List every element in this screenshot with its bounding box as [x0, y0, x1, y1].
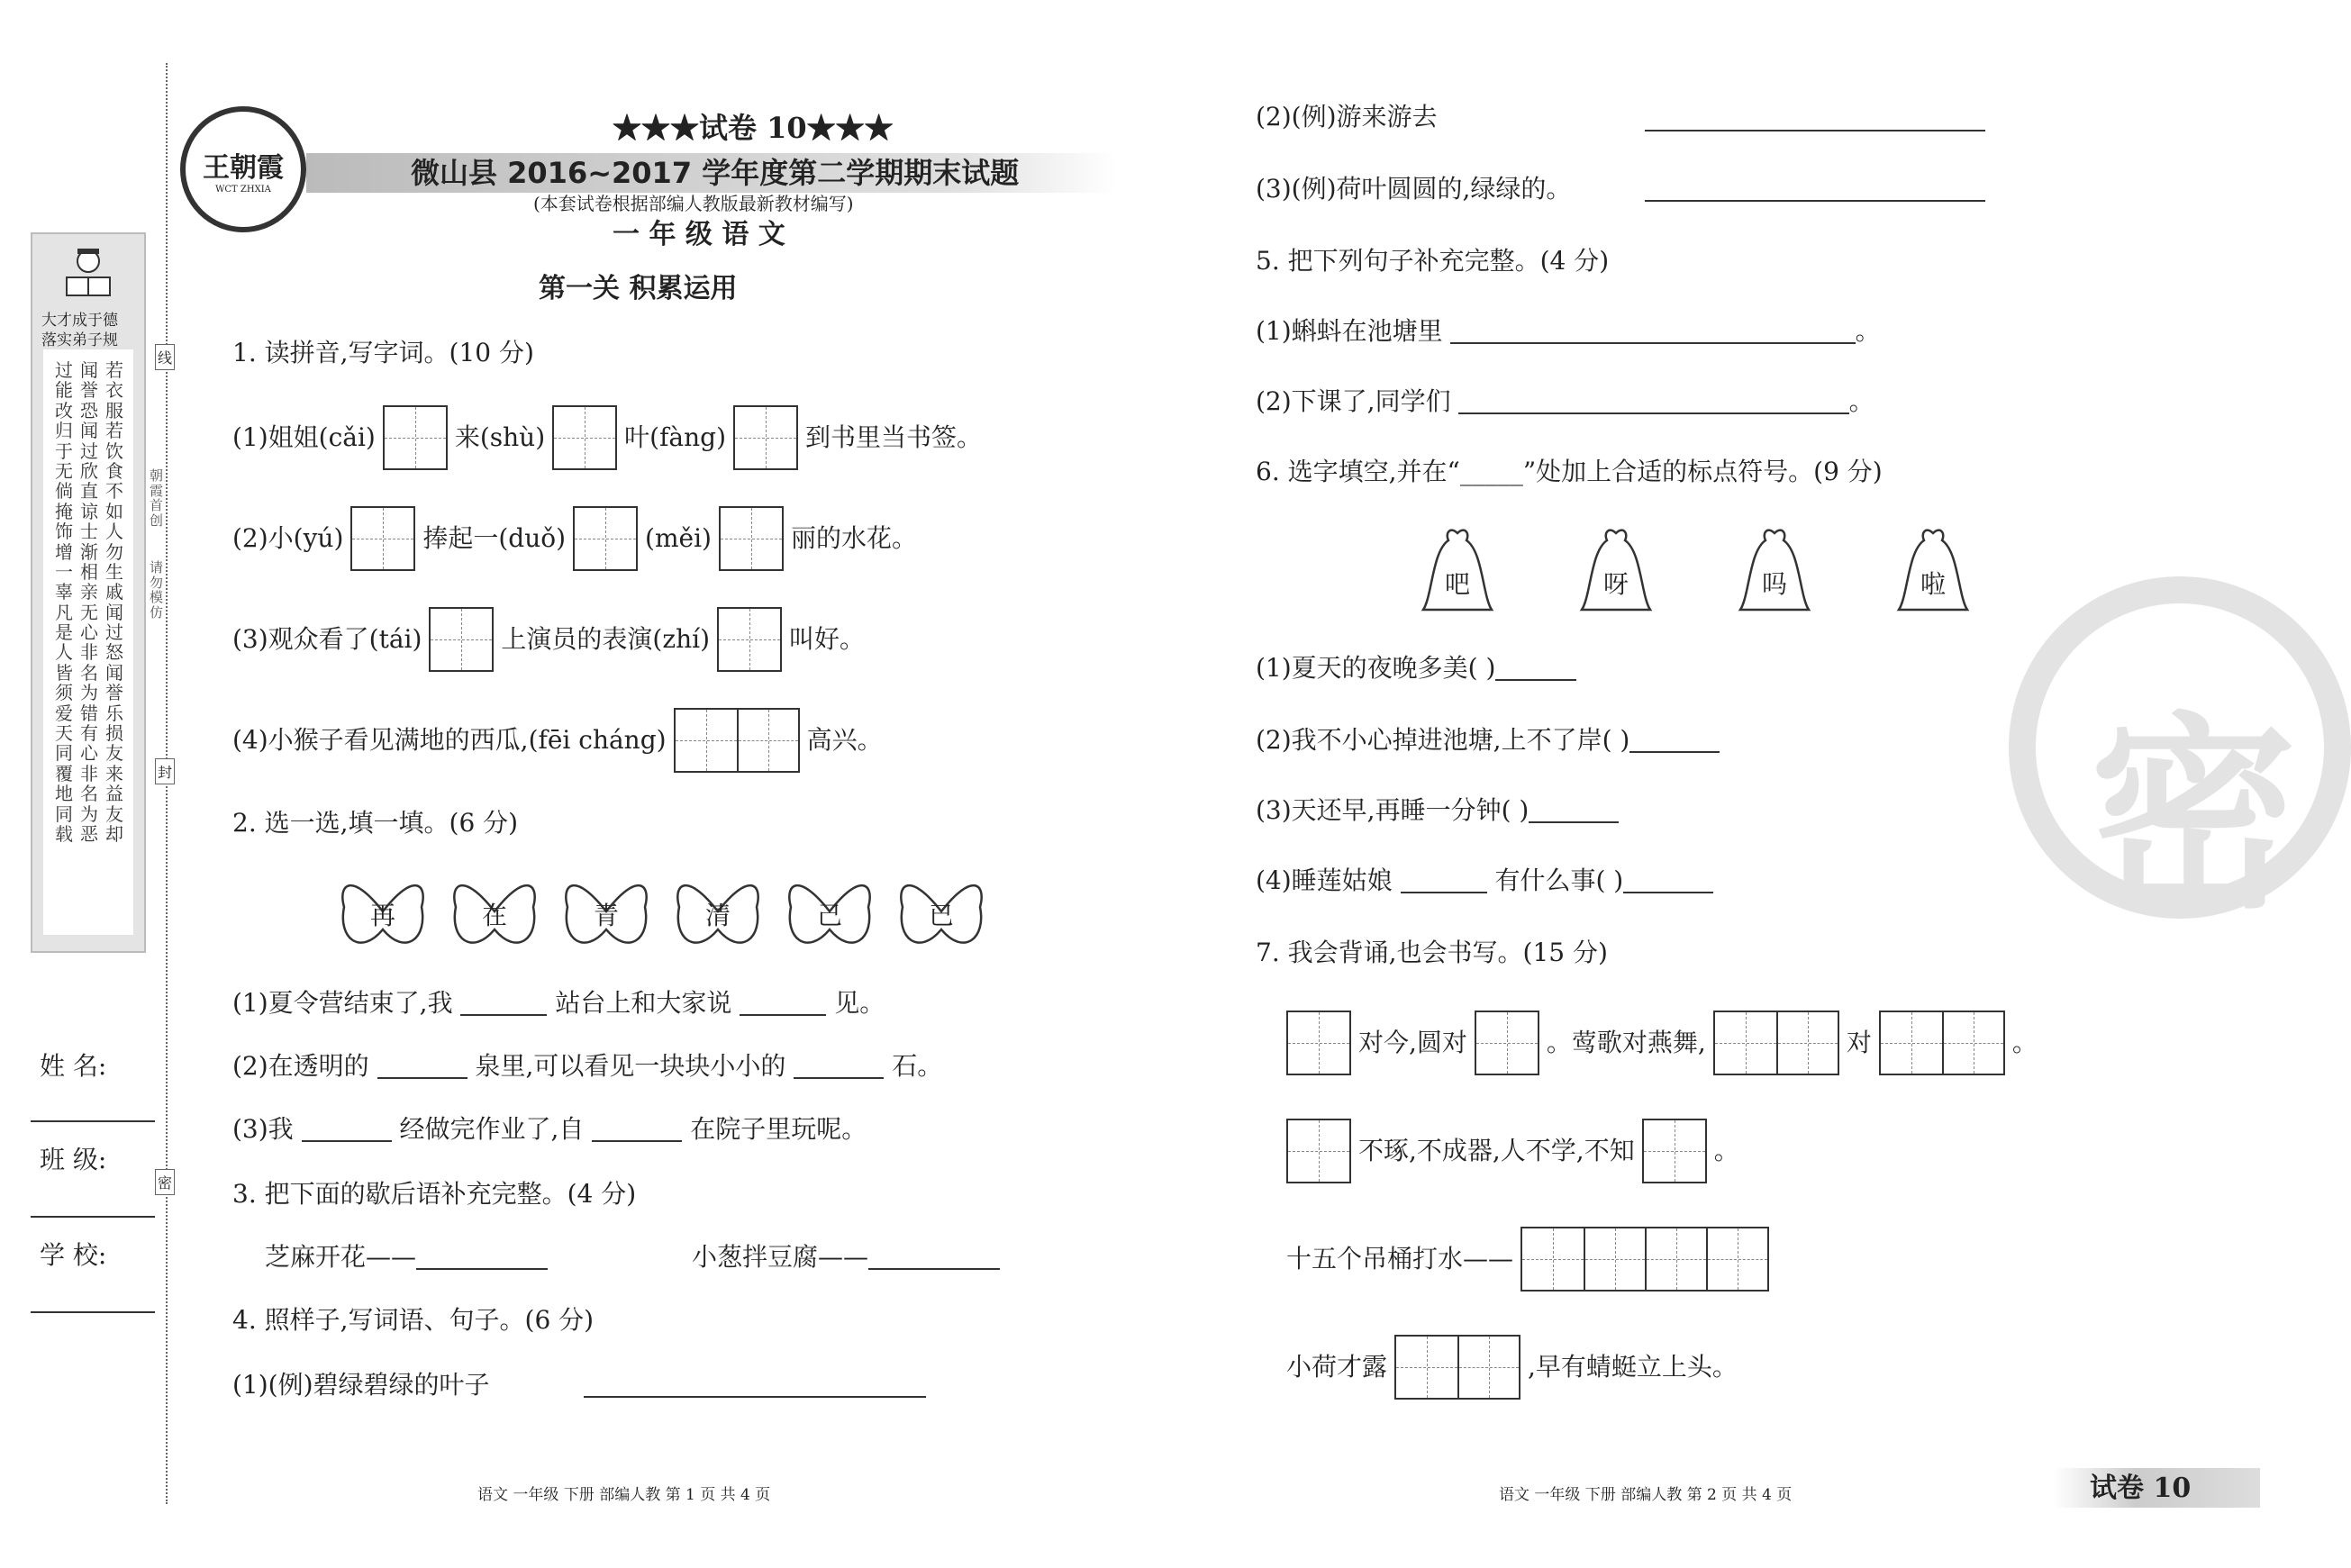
answer-blank[interactable] [584, 1396, 926, 1398]
q3-heading: 3. 把下面的歇后语补充完整。(4 分) [232, 1179, 637, 1209]
section-title: 第一关 积累运用 [539, 273, 738, 304]
q1-l4-text-a: (4)小猴子看见满地的西瓜,(fēi cháng) [232, 725, 667, 755]
q7-l4-text-a: 小荷才露 [1286, 1352, 1388, 1382]
answer-blank[interactable] [740, 1014, 826, 1016]
q2-l3-text-c: 在院子里玩呢。 [690, 1114, 867, 1144]
butterfly-word-1: 再 [369, 901, 395, 930]
q1-l2-text-b: 捧起一(duǒ) [422, 523, 567, 553]
q1-l2-text-a: (2)小(yú) [232, 523, 344, 553]
vertical-note-2: 请勿模仿 [150, 559, 164, 621]
answer-blank[interactable] [377, 1077, 467, 1079]
q1-l3-text-a: (3)观众看了(tái) [232, 624, 422, 654]
answer-blank[interactable] [460, 1014, 547, 1016]
answer-grid[interactable] [1286, 1119, 1351, 1183]
q2-l2-text-c: 石。 [892, 1051, 943, 1081]
q5-l1-end: 。 [1855, 316, 1881, 346]
q7-l2-text-a: 不琢,不成器,人不学,不知 [1358, 1136, 1635, 1165]
vertical-note-1: 朝霞首创 [150, 467, 164, 529]
footer-page-2: 语文 一年级 下册 部编人教 第 2 页 共 4 页 [1499, 1486, 1793, 1504]
q5-l1-text: (1)蝌蚪在池塘里 [1256, 316, 1443, 346]
q2-l2-text-b: 泉里,可以看见一块块小小的 [475, 1051, 786, 1081]
q1-l3-text-b: 上演员的表演(zhí) [501, 624, 711, 654]
q2-heading: 2. 选一选,填一填。(6 分) [232, 808, 519, 838]
answer-grid[interactable] [383, 405, 448, 470]
butterfly-word-3: 青 [593, 901, 619, 930]
class-label: 班 级: [40, 1145, 107, 1174]
q1-heading: 1. 读拼音,写字词。(10 分) [232, 338, 534, 367]
q1-line-1 [232, 405, 982, 470]
q7-heading: 7. 我会背诵,也会书写。(15 分) [1256, 938, 1608, 967]
answer-grid[interactable] [733, 405, 798, 470]
sidebar-motto-1: 大才成于德 [41, 312, 118, 330]
q2-line-2 [232, 1051, 943, 1081]
answer-blank[interactable] [1529, 821, 1619, 823]
answer-grid[interactable] [717, 607, 782, 672]
butterfly-word-4: 清 [704, 901, 731, 930]
exam-subtitle: (本套试卷根据部编人教版最新教材编写) [533, 193, 854, 214]
answer-grid[interactable] [429, 607, 494, 672]
answer-blank[interactable] [1645, 200, 1985, 202]
school-field[interactable] [31, 1311, 155, 1313]
answer-grid[interactable] [719, 506, 784, 571]
answer-blank[interactable] [1458, 412, 1849, 414]
answer-grid[interactable] [573, 506, 638, 571]
q1-l1-text-d: 到书里当书签。 [805, 422, 983, 452]
class-field[interactable] [31, 1216, 155, 1218]
q4-line-2: (2)(例)游来游去 [1256, 102, 1438, 131]
answer-blank[interactable] [1495, 679, 1576, 681]
q1-l1-text-a: (1)姐姐(cǎi) [232, 422, 376, 452]
q2-l1-text-c: 见。 [834, 988, 885, 1018]
q6-line-4 [1256, 868, 1713, 893]
q6-line-2 [1256, 725, 1720, 755]
butterfly-word-5: 己 [816, 901, 842, 930]
q7-line-1 [1286, 1011, 2038, 1075]
bell-word-2: 呀 [1602, 569, 1629, 599]
sidebar-column-2: 闻誉恐闻过欣直谅士渐相亲无心非名为错有心非名为恶 [80, 359, 98, 845]
q4-line-3: (3)(例)荷叶圆圆的,绿绿的。 [1256, 174, 1572, 204]
q6-l2-text: (2)我不小心掉进池塘,上不了岸( ) [1256, 725, 1630, 755]
paper-tag: ★★★试卷 10★★★ [613, 111, 894, 145]
exam-title: 微山县 2016~2017 学年度第二学期期末试题 [411, 156, 1020, 190]
q7-l1-text-b: 。莺歌对燕舞, [1546, 1028, 1706, 1057]
grade-subject: 一 年 级 语 文 [613, 219, 785, 250]
answer-blank[interactable] [416, 1268, 548, 1270]
q7-l3-text-a: 十五个吊桶打水—— [1286, 1244, 1514, 1273]
answer-grid[interactable] [1286, 1011, 1351, 1075]
answer-blank[interactable] [1450, 342, 1856, 344]
answer-grid[interactable] [1394, 1335, 1520, 1400]
q6-line-3 [1256, 795, 1619, 825]
q1-line-2 [232, 506, 917, 571]
brand-logo-text: 王朝霞 [203, 151, 284, 184]
q6-l4-text-a: (4)睡莲姑娘 [1256, 866, 1393, 895]
q7-l4-text-b: ,早有蜻蜓立上头。 [1528, 1352, 1738, 1382]
q6-l1-text: (1)夏天的夜晚多美( ) [1256, 653, 1496, 683]
brand-logo-subtext: WCT ZHXIA [215, 184, 271, 195]
q3-text-a: 芝麻开花—— [265, 1242, 417, 1272]
brand-logo [180, 106, 306, 232]
q4-heading: 4. 照样子,写词语、句子。(6 分) [232, 1305, 595, 1335]
sidebar-motto-2: 落实弟子规 [41, 331, 118, 349]
binding-tab-secret: 密 [155, 1169, 175, 1195]
q4-line-1: (1)(例)碧绿碧绿的叶子 [232, 1370, 490, 1400]
q1-l2-text-c: (měi) [645, 523, 712, 553]
q7-l1-text-a: 对今,圆对 [1358, 1028, 1467, 1057]
q7-l1-text-c: 对 [1846, 1028, 1872, 1057]
q1-l3-text-c: 叫好。 [789, 624, 866, 654]
q7-line-2 [1286, 1119, 1739, 1183]
binding-tab-seal: 封 [155, 758, 175, 784]
secret-seal-watermark [2009, 576, 2351, 937]
q7-l1-text-d: 。 [2011, 1028, 2038, 1057]
q7-line-3 [1286, 1227, 1769, 1292]
name-field[interactable] [31, 1120, 155, 1122]
name-label: 姓 名: [40, 1051, 107, 1081]
q1-l4-text-b: 高兴。 [806, 725, 883, 755]
q1-l1-text-c: 叶(fàng) [624, 422, 727, 452]
answer-grid[interactable] [674, 708, 800, 773]
q6-line-1 [1256, 653, 1576, 683]
answer-blank[interactable] [1645, 130, 1985, 131]
sidebar-panel [31, 232, 146, 953]
q5-heading: 5. 把下列句子补充完整。(4 分) [1256, 246, 1610, 276]
answer-grid[interactable] [350, 506, 415, 571]
answer-grid[interactable] [552, 405, 617, 470]
q3-text-b: 小葱拌豆腐—— [692, 1242, 869, 1272]
butterfly-word-2: 在 [481, 901, 507, 930]
q5-l2-text: (2)下课了,同学们 [1256, 386, 1451, 416]
butterfly-word-6: 已 [928, 901, 954, 930]
q1-line-3 [232, 607, 865, 672]
answer-blank[interactable] [1629, 751, 1720, 753]
footer-page-1: 语文 一年级 下册 部编人教 第 1 页 共 4 页 [477, 1486, 771, 1504]
binding-tab-line: 线 [155, 344, 175, 370]
q2-l1-text-b: 站台上和大家说 [555, 988, 732, 1018]
footer-paper-tag: 试卷 10 [2090, 1473, 2192, 1504]
q6-l3-text: (3)天还早,再睡一分钟( ) [1256, 795, 1530, 825]
answer-blank[interactable] [868, 1268, 1000, 1270]
bell-word-4: 啦 [1920, 569, 1946, 599]
q1-l2-text-d: 丽的水花。 [790, 523, 917, 553]
answer-grid[interactable] [1713, 1011, 1839, 1075]
answer-blank[interactable] [794, 1077, 884, 1079]
sidebar-column-1: 过能改归于无倘掩饰增一辜凡是人皆须爱天同覆地同载 [55, 359, 73, 845]
answer-grid[interactable] [1642, 1119, 1707, 1183]
q2-line-1 [232, 988, 885, 1018]
answer-blank[interactable] [592, 1140, 682, 1142]
q2-l3-text-a: (3)我 [232, 1114, 294, 1144]
q7-line-4 [1286, 1335, 1738, 1400]
answer-grid[interactable] [1879, 1011, 2005, 1075]
q5-line-2 [1256, 386, 1874, 416]
secret-seal-glyph: 密 [2090, 696, 2298, 937]
q5-line-1 [1256, 316, 1881, 346]
school-label: 学 校: [40, 1240, 107, 1270]
answer-blank[interactable] [1401, 892, 1487, 893]
answer-blank[interactable] [302, 1140, 392, 1142]
q6-l4-text-b: 有什么事( ) [1494, 866, 1624, 895]
q3-item-a [265, 1242, 548, 1272]
q2-l3-text-b: 经做完作业了,自 [399, 1114, 585, 1144]
q2-line-3 [232, 1114, 867, 1144]
scholar-illustration [59, 245, 117, 299]
answer-grid[interactable] [1475, 1011, 1539, 1075]
sidebar-column-3: 若衣服若饮食不如人勿生戚闻过怒闻誉乐损友来益友却 [105, 359, 123, 845]
q1-line-4 [232, 708, 883, 773]
bell-word-3: 吗 [1761, 569, 1787, 599]
q2-l1-text-a: (1)夏令营结束了,我 [232, 988, 453, 1018]
bell-word-1: 吧 [1444, 569, 1470, 599]
q1-l1-text-b: 来(shù) [454, 422, 546, 452]
q6-heading: 6. 选字填空,并在“_____”处加上合适的标点符号。(9 分) [1256, 457, 1883, 486]
answer-blank[interactable] [1623, 892, 1713, 893]
q2-l2-text-a: (2)在透明的 [232, 1051, 369, 1081]
q3-item-b [692, 1242, 1000, 1272]
answer-grid[interactable] [1520, 1227, 1769, 1292]
q5-l2-end: 。 [1848, 386, 1874, 416]
q7-l2-text-b: 。 [1713, 1136, 1739, 1165]
